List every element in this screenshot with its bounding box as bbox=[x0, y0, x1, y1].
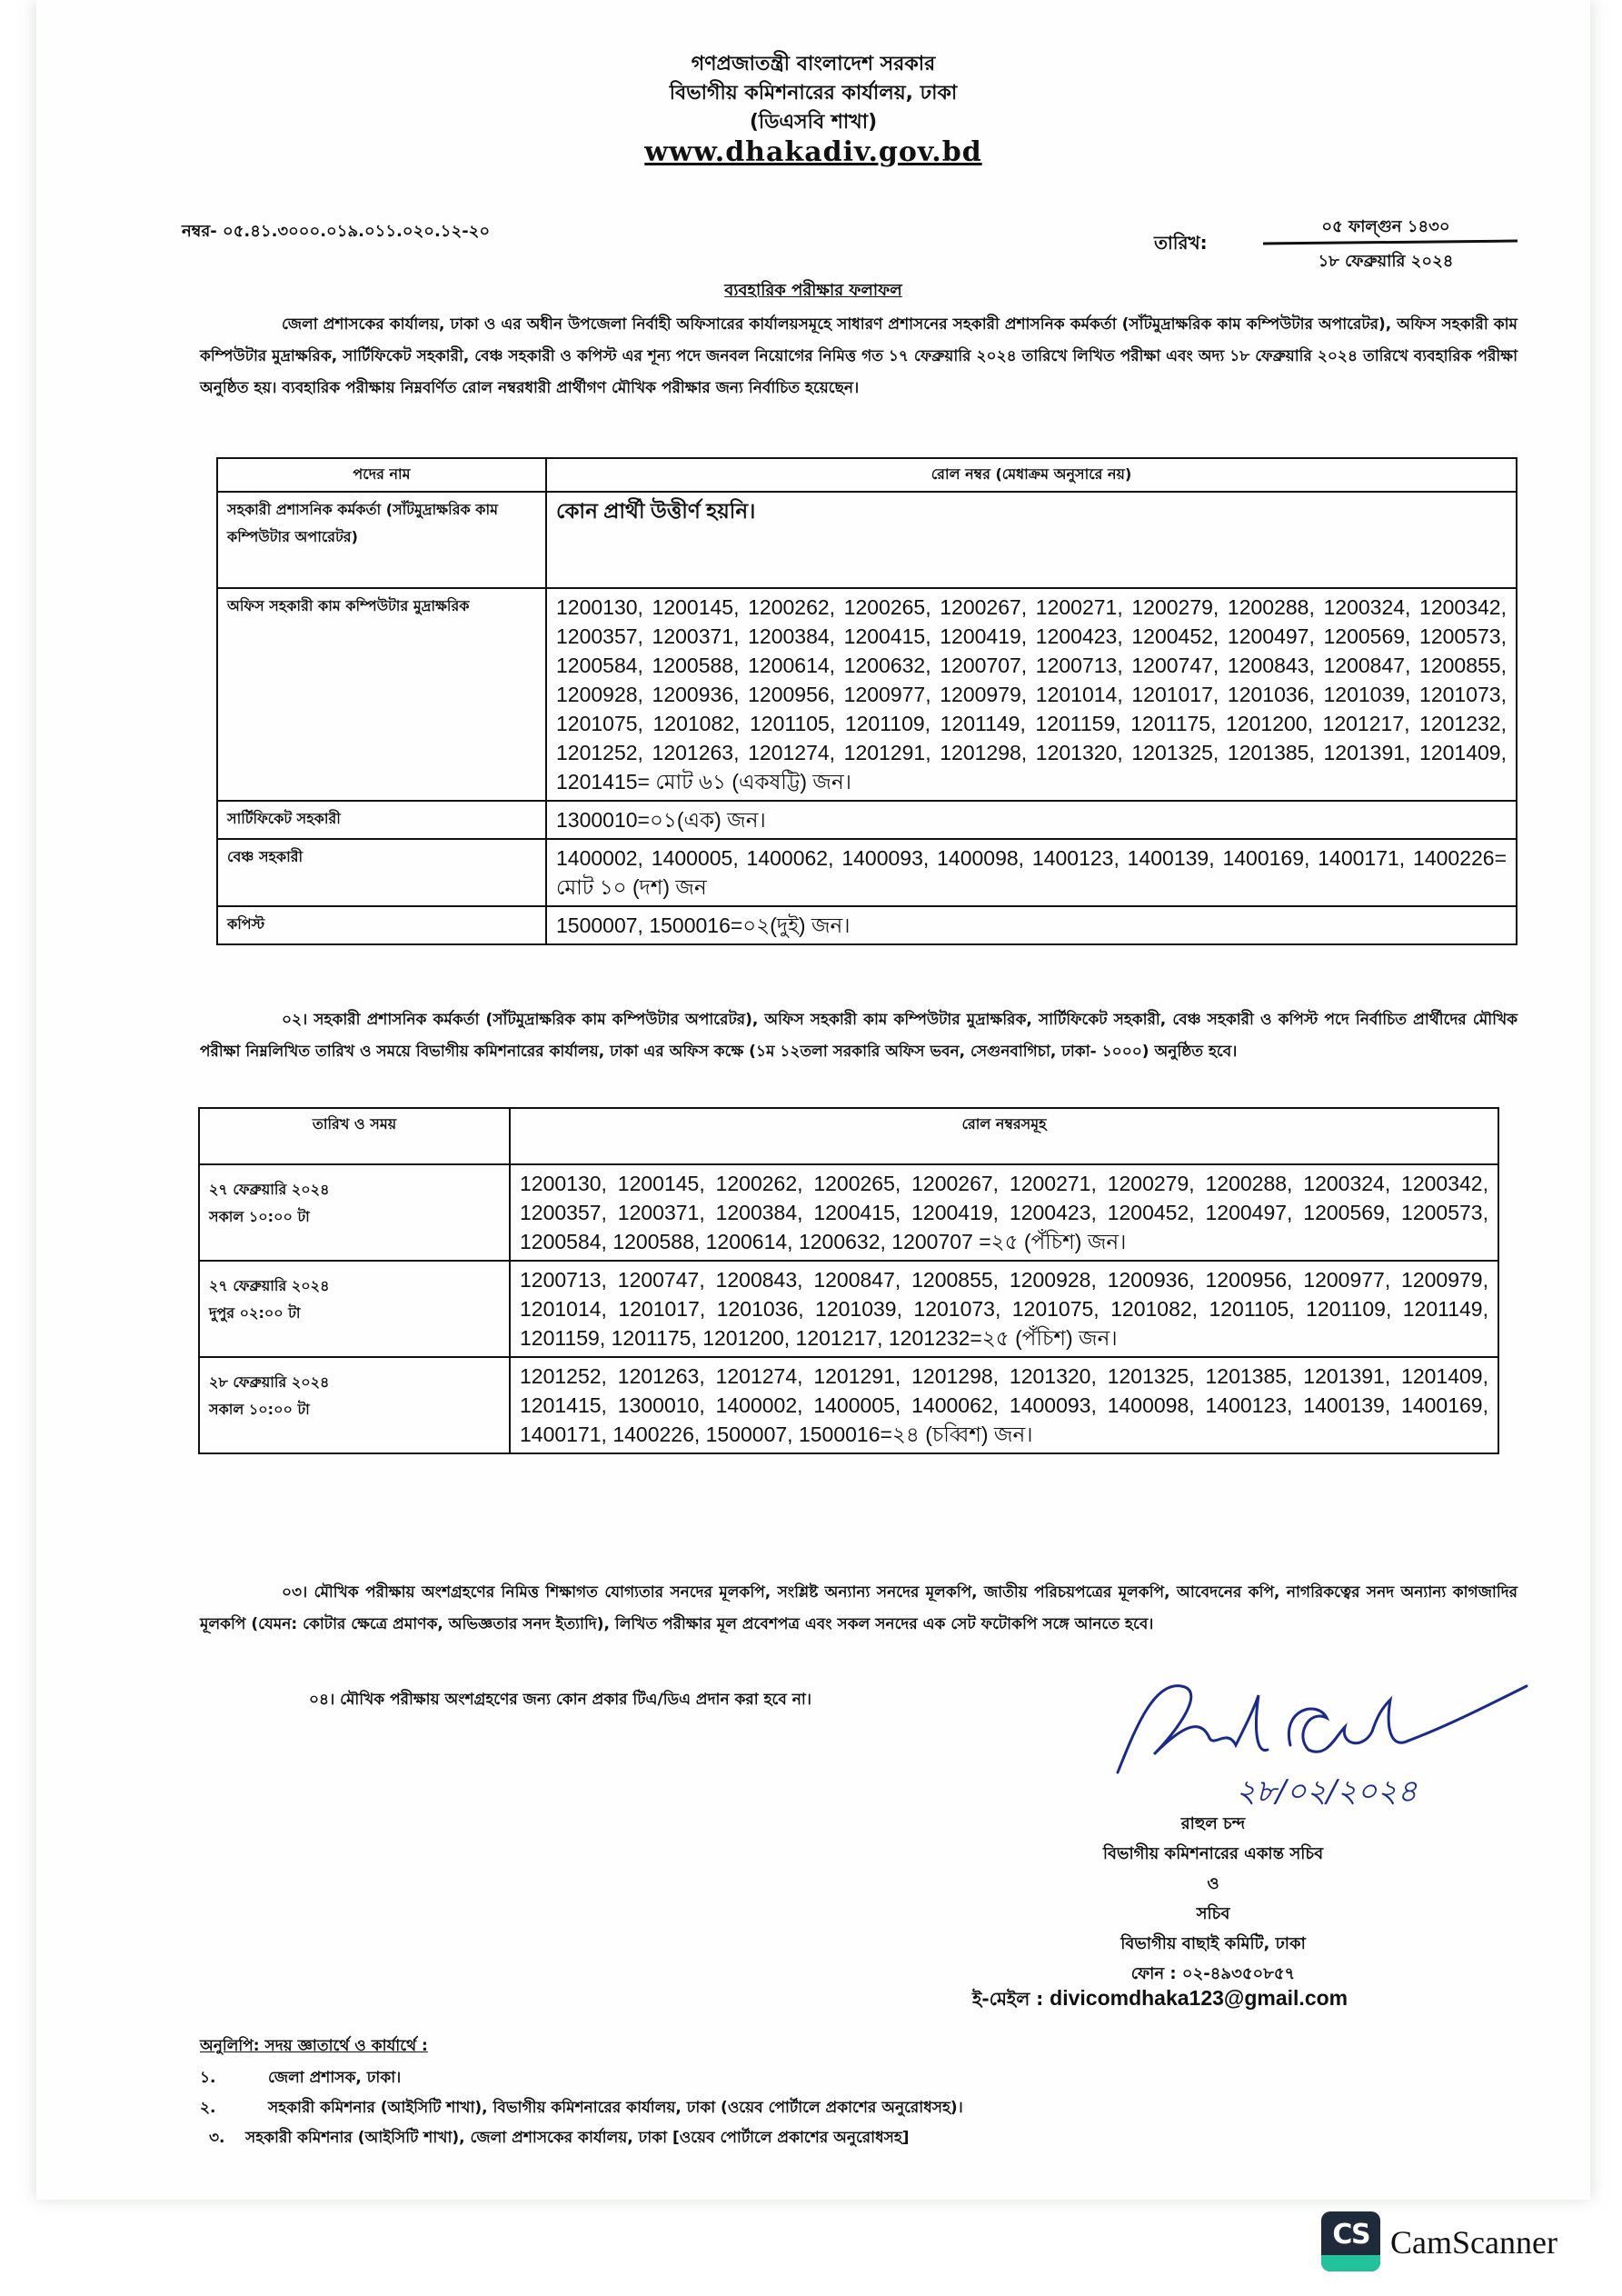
camscanner-logo-icon bbox=[1321, 2211, 1380, 2271]
table-header-row bbox=[217, 458, 1517, 492]
schedule-date: ২৭ ফেব্রুয়ারি ২০২৪ bbox=[209, 1277, 330, 1294]
table-row bbox=[199, 1357, 1498, 1453]
list-item bbox=[200, 2123, 963, 2153]
roll-numbers: 1200130, 1200145, 1200262, 1200265, 1200267, 1200271, 1200279, 1200288, 1200324, 1200342, 1200357, 1200371, 1200384, 1200415, 1200419, 1200423, 1200452, 1200497, 1200569, 1200573, 1200584, 1200588, 1200614, 1200632, 1200707, 1200713, 1200747, 1200843, 1200847, 1200855, 1200928, 1200936, 1200956, 1200977, 1200979, 1201014, 1201017, 1201036, 1201039, 1201073, 1201075, 1201082, 1201105, 1201109, 1201149, 1201159, 1201175, 1201200, 1201217, 1201232, 1201252, 1201263, 1201274, 1201291, 1201298, 1201320, 1201325, 1201385, 1201391, 1201409, 1201415= মোট ৬১ (একষট্টি) জন। bbox=[546, 588, 1517, 801]
website-link[interactable]: www.dhakadiv.gov.bd bbox=[644, 136, 982, 168]
signatory-designation: বিভাগীয় কমিশনারের একান্ত সচিব bbox=[1102, 1844, 1324, 1863]
signed-date: ২৮/০২/২০২৪ bbox=[1236, 1773, 1418, 1810]
email-address[interactable]: divicomdhaka123@gmail.com bbox=[1050, 1986, 1348, 2010]
camscanner-brand: CamScanner bbox=[1390, 2224, 1557, 2261]
table-row bbox=[217, 801, 1517, 839]
logo-text: CS bbox=[1332, 2219, 1369, 2251]
schedule-datetime bbox=[199, 1164, 510, 1261]
post-name: সহকারী প্রশাসনিক কর্মকর্তা (সাঁটমুদ্রাক্ষরিক কাম কম্পিউটার অপারেটর) bbox=[217, 492, 546, 588]
table-row bbox=[199, 1164, 1498, 1261]
signatory-role: সচিব bbox=[1196, 1904, 1230, 1923]
conjunction: ও bbox=[1207, 1874, 1219, 1893]
document-page bbox=[36, 0, 1590, 2200]
cc-heading: অনুলিপি: সদয় জ্ঞাতার্থে ও কার্যার্থে : bbox=[200, 2037, 428, 2055]
date-bangla: ০৫ ফাল্গুন ১৪৩০ bbox=[1321, 217, 1450, 236]
table-row bbox=[217, 906, 1517, 944]
table-header-row bbox=[199, 1108, 1498, 1164]
table-row bbox=[217, 588, 1517, 801]
post-name: কপিস্ট bbox=[217, 906, 546, 944]
date-block bbox=[1154, 214, 1518, 277]
post-name: সার্টিফিকেট সহকারী bbox=[217, 801, 546, 839]
cc-text: সহকারী কমিশনার (আইসিটি শাখা), বিভাগীয় কমিশনারের কার্যালয়, ঢাকা (ওয়েব পোর্টালে প্রকাশের অনুরোধসহ)। bbox=[268, 2099, 963, 2117]
roll-numbers: 1200130, 1200145, 1200262, 1200265, 1200267, 1200271, 1200279, 1200288, 1200324, 1200342, 1200357, 1200371, 1200384, 1200415, 1200419, 1200423, 1200452, 1200497, 1200569, 1200573, 1200584, 1200588, 1200614, 1200632, 1200707 =২৫ (পঁচিশ) জন। bbox=[510, 1164, 1498, 1261]
viva-schedule-paragraph bbox=[200, 1004, 1518, 1068]
list-item bbox=[200, 2063, 963, 2093]
cc-number: ২. bbox=[200, 2099, 216, 2117]
phone-number: ফোন : ০২-৪৯৩৫০৮৫৭ bbox=[1130, 1964, 1296, 1983]
document-title: ব্যবহারিক পরীক্ষার ফলাফল bbox=[724, 281, 902, 300]
schedule-datetime bbox=[199, 1261, 510, 1357]
roll-numbers: 1500007, 1500016=০২(দুই) জন। bbox=[546, 906, 1517, 944]
signatory-name: রাহুল চন্দ bbox=[1180, 1814, 1246, 1833]
date-english: ১৮ ফেব্রুয়ারি ২০২৪ bbox=[1318, 252, 1454, 271]
roll-numbers: 1201252, 1201263, 1201274, 1201291, 1201298, 1201320, 1201325, 1201385, 1201391, 1201409, 1201415, 1300010, 1400002, 1400005, 1400062, 1400093, 1400098, 1400123, 1400139, 1400169, 1400171, 1400226, 1500007, 1500016=২৪ (চব্বিশ) জন। bbox=[510, 1357, 1498, 1453]
office-header: বিভাগীয় কমিশনারের কার্যালয়, ঢাকা bbox=[669, 82, 958, 105]
cc-list bbox=[200, 2063, 963, 2153]
roll-numbers: 1400002, 1400005, 1400062, 1400093, 1400098, 1400123, 1400139, 1400169, 1400171, 1400226= মোট ১০ (দশ) জন bbox=[546, 839, 1517, 906]
committee-name: বিভাগীয় বাছাই কমিটি, ঢাকা bbox=[1120, 1934, 1306, 1953]
signatory-block bbox=[1018, 1809, 1408, 1989]
memo-number: নম্বর- ০৫.৪১.৩০০০.০১৯.০১১.০২০.১২-২০ bbox=[182, 222, 491, 241]
post-name: বেঞ্চ সহকারী bbox=[217, 839, 546, 906]
column-header-post: পদের নাম bbox=[217, 458, 546, 492]
cc-number: ১. bbox=[200, 2069, 216, 2087]
schedule-table bbox=[198, 1107, 1499, 1454]
email-label: ই-মেইল : bbox=[972, 1988, 1044, 2010]
documents-paragraph bbox=[200, 1577, 1518, 1641]
table-row bbox=[199, 1261, 1498, 1357]
roll-numbers: কোন প্রার্থী উত্তীর্ণ হয়নি। bbox=[546, 492, 1517, 588]
roll-numbers: 1200713, 1200747, 1200843, 1200847, 1200855, 1200928, 1200936, 1200956, 1200977, 1200979, 1201014, 1201017, 1201036, 1201039, 1201073, 1201075, 1201082, 1201105, 1201109, 1201149, 1201159, 1201175, 1201200, 1201217, 1201232=২৫ (পঁচিশ) জন। bbox=[510, 1261, 1498, 1357]
intro-paragraph bbox=[200, 309, 1518, 404]
cc-text: সহকারী কমিশনার (আইসিটি শাখা), জেলা প্রশাসকের কার্যালয়, ঢাকা [ওয়েব পোর্টালে প্রকাশের অনুরোধসহ] bbox=[245, 2129, 910, 2147]
roll-numbers: 1300010=০১(এক) জন। bbox=[546, 801, 1517, 839]
logo-accent bbox=[1321, 2255, 1380, 2271]
documents-text: ০৩। মৌখিক পরীক্ষায় অংশগ্রহণের নিমিত্ত শিক্ষাগত যোগ্যতার সনদের মূলকপি, সংশ্লিষ্ট অন্যান্য সনদের মূলকপি, জাতীয় পরিচয়পত্রের মূলকপি, আবেদনের কপি, নাগরিকত্বের সনদ অন্যান্য কাগজাদির মূলকপি (যেমন: কোটার ক্ষেত্রে প্রমাণক, অভিজ্ঞতার সনদ ইত্যাদি), লিখিত পরীক্ষার মূল প্রবেশপত্র এবং সকল সনদের এক সেট ফটোকপি সঙ্গে আনতে হবে। bbox=[200, 1583, 1518, 1633]
date-label: তারিখ: bbox=[1154, 232, 1208, 254]
list-item bbox=[200, 2093, 963, 2123]
government-header: গণপ্রজাতন্ত্রী বাংলাদেশ সরকার bbox=[691, 53, 936, 75]
cc-number: ৩. bbox=[209, 2129, 225, 2147]
schedule-date: ২৭ ফেব্রুয়ারি ২০২৪ bbox=[209, 1181, 330, 1198]
branch-header: (ডিএসবি শাখা) bbox=[749, 111, 878, 134]
post-name: অফিস সহকারী কাম কম্পিউটার মুদ্রাক্ষরিক bbox=[217, 588, 546, 801]
intro-text: জেলা প্রশাসকের কার্যালয়, ঢাকা ও এর অধীন উপজেলা নির্বাহী অফিসারের কার্যালয়সমূহে সাধারণ প্রশাসনের সহকারী প্রশাসনিক কর্মকর্তা (সাঁটমুদ্রাক্ষরিক কাম কম্পিউটার অপারেটর), অফিস সহকারী কাম কম্পিউটার মুদ্রাক্ষরিক, সার্টিফিকেট সহকারী, বেঞ্চ সহকারী ও কপিস্ট এর শূন্য পদে জনবল নিয়োগের নিমিত্ত গত ১৭ ফেব্রুয়ারি ২০২৪ তারিখে লিখিত পরীক্ষা এবং অদ্য ১৮ ফেব্রুয়ারি ২০২৪ তারিখে ব্যবহারিক পরীক্ষা অনুষ্ঠিত হয়। ব্যবহারিক পরীক্ষায় নিম্নবর্ণিত রোল নম্বরধারী প্রার্থীগণ মৌখিক পরীক্ষার জন্য নির্বাচিত হয়েছেন। bbox=[200, 315, 1518, 397]
schedule-time: সকাল ১০:০০ টা bbox=[209, 1401, 310, 1418]
table-row bbox=[217, 839, 1517, 906]
column-header-rolls: রোল নম্বরসমূহ bbox=[510, 1108, 1498, 1164]
viva-schedule-text: ০২। সহকারী প্রশাসনিক কর্মকর্তা (সাঁটমুদ্রাক্ষরিক কাম কম্পিউটার অপারেটর), অফিস সহকারী কাম কম্পিউটার মুদ্রাক্ষরিক, সার্টিফিকেট সহকারী, বেঞ্চ সহকারী ও কপিস্ট পদে নির্বাচিত প্রার্থীদের মৌখিক পরীক্ষা নিম্নলিখিত তারিখ ও সময়ে বিভাগীয় কমিশনারের কার্যালয়, ঢাকা এর অফিস কক্ষে (১ম ১২তলা সরকারি অফিস ভবন, সেগুনবাগিচা, ঢাকা- ১০০০) অনুষ্ঠিত হবে। bbox=[200, 1011, 1518, 1061]
ta-da-notice: ০৪। মৌখিক পরীক্ষায় অংশগ্রহণের জন্য কোন প্রকার টিএ/ডিএ প্রদান করা হবে না। bbox=[309, 1691, 811, 1709]
table-row bbox=[217, 492, 1517, 588]
email-line bbox=[972, 1986, 1348, 2016]
column-header-datetime: তারিখ ও সময় bbox=[199, 1108, 510, 1164]
results-table bbox=[216, 457, 1518, 945]
column-header-rolls: রোল নম্বর (মেধাক্রম অনুসারে নয়) bbox=[546, 458, 1517, 492]
schedule-time: দুপুর ০২:০০ টা bbox=[209, 1304, 301, 1322]
schedule-time: সকাল ১০:০০ টা bbox=[209, 1208, 310, 1225]
schedule-datetime bbox=[199, 1357, 510, 1453]
schedule-date: ২৮ ফেব্রুয়ারি ২০২৪ bbox=[209, 1373, 330, 1391]
cc-text: জেলা প্রশাসক, ঢাকা। bbox=[268, 2069, 402, 2087]
